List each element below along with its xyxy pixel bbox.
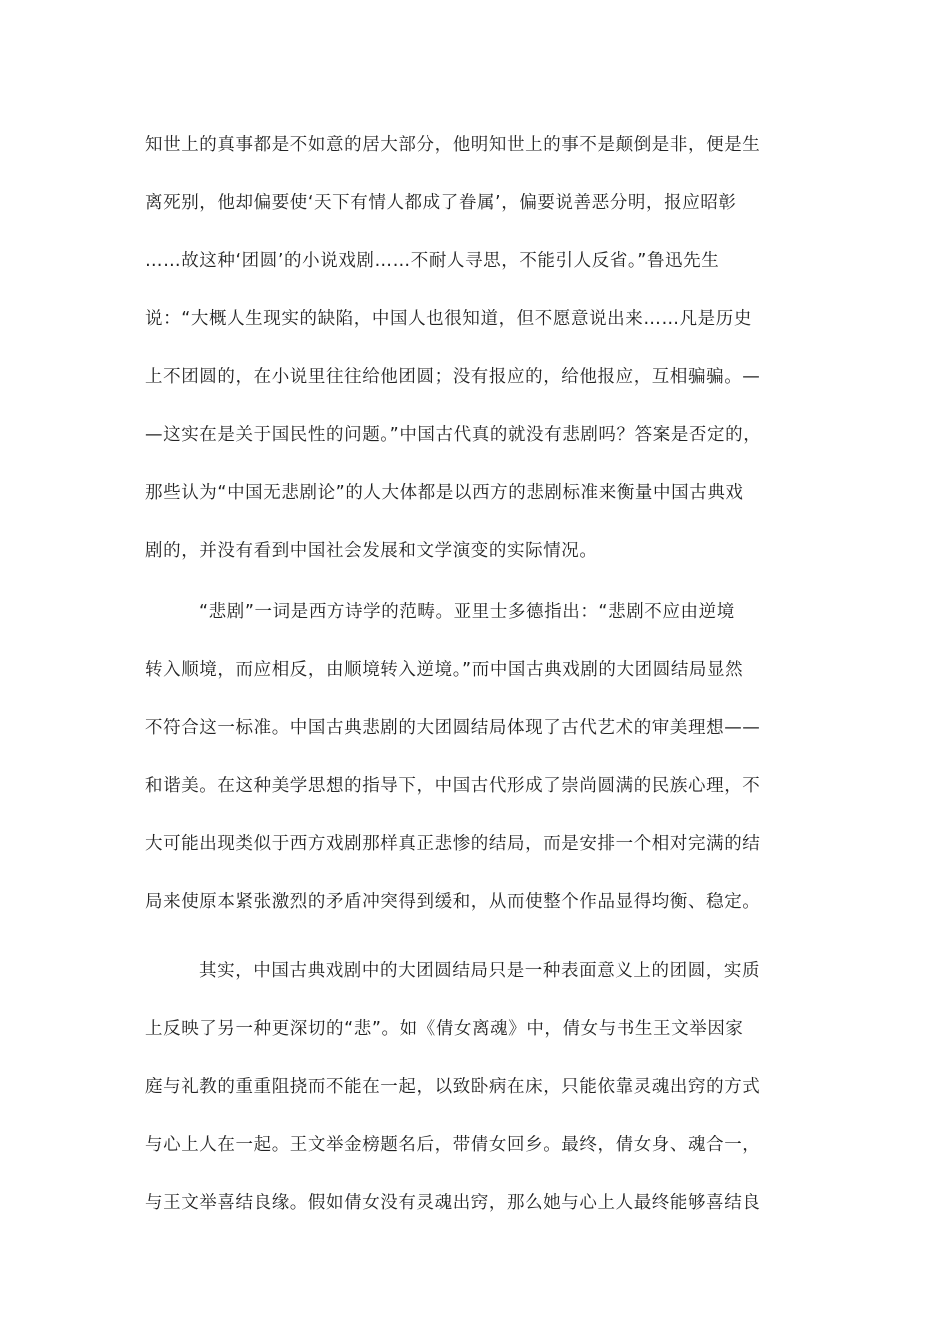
paragraph-3 — [145, 942, 805, 1232]
text-line: 大可能出现类似于西方戏剧那样真正悲惨的结局，而是安排一个相对完满的结 — [145, 834, 761, 854]
paragraph-1 — [145, 116, 805, 580]
text-line: 与心上人在一起。王文举金榜题名后，带倩女回乡。最终，倩女身、魂合一， — [145, 1135, 761, 1155]
text-line: 知世上的真事都是不如意的居大部分，他明知世上的事不是颠倒是非，便是生 — [145, 135, 761, 155]
text-line: 上不团圆的，在小说里往往给他团圆；没有报应的，给他报应，互相骗骗。— — [145, 367, 761, 387]
text-line: 局来使原本紧张激烈的矛盾冲突得到缓和，从而使整个作品显得均衡、稳定。 — [145, 892, 761, 912]
text-line-indented: “悲剧”一词是西方诗学的范畴。亚里士多德指出：“悲剧不应由逆境 — [199, 602, 735, 622]
paragraph-2 — [145, 583, 805, 931]
text-line: 转入顺境，而应相反，由顺境转入逆境。”而中国古典戏剧的大团圆结局显然 — [145, 660, 744, 680]
text-line: 说：“大概人生现实的缺陷，中国人也很知道，但不愿意说出来……凡是历史 — [145, 309, 752, 329]
text-line: 剧的，并没有看到中国社会发展和文学演变的实际情况。 — [145, 541, 598, 561]
text-line: 不符合这一标准。中国古典悲剧的大团圆结局体现了古代艺术的审美理想—— — [145, 718, 761, 738]
text-line: 那些认为“中国无悲剧论”的人大体都是以西方的悲剧标准来衡量中国古典戏 — [145, 483, 744, 503]
text-line: 和谐美。在这种美学思想的指导下，中国古代形成了崇尚圆满的民族心理，不 — [145, 776, 761, 796]
text-line: ……故这种‘团圆’的小说戏剧……不耐人寻思，不能引人反省。”鲁迅先生 — [145, 251, 720, 271]
text-line: 庭与礼教的重重阻挠而不能在一起，以致卧病在床，只能依靠灵魂出窍的方式 — [145, 1077, 761, 1097]
text-line: 上反映了另一种更深切的“悲”。如《倩女离魂》中，倩女与书生王文举因家 — [145, 1019, 744, 1039]
text-line: —这实在是关于国民性的问题。”中国古代真的就没有悲剧吗？答案是否定的， — [145, 425, 762, 445]
text-line: 离死别，他却偏要使‘天下有情人都成了眷属’，偏要说善恶分明，报应昭彰 — [145, 193, 737, 213]
text-line: 与王文举喜结良缘。假如倩女没有灵魂出窍，那么她与心上人最终能够喜结良 — [145, 1193, 761, 1213]
text-line-indented: 其实，中国古典戏剧中的大团圆结局只是一种表面意义上的团圆，实质 — [199, 961, 761, 981]
